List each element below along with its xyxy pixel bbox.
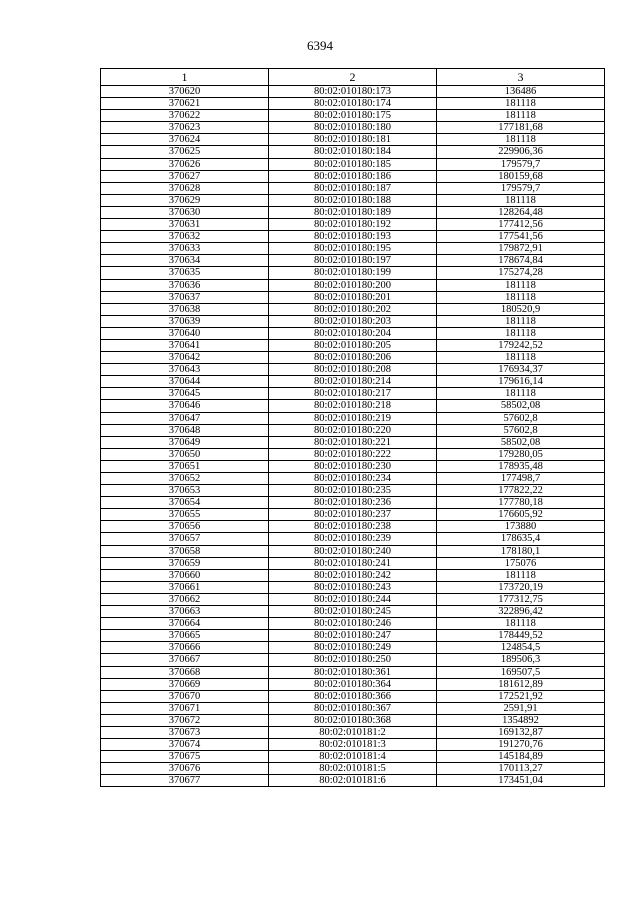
- table-cell: 370656: [101, 521, 269, 533]
- table-row: [101, 678, 605, 690]
- table-cell: 169507,5: [437, 666, 605, 678]
- table-cell: 80:02:010180:236: [269, 497, 437, 509]
- table-cell: 181118: [437, 327, 605, 339]
- table-cell: 177312,75: [437, 593, 605, 605]
- table-cell: 370638: [101, 303, 269, 315]
- column-header-1: 1: [101, 69, 269, 86]
- table-row: [101, 739, 605, 751]
- table-cell: 175274,28: [437, 267, 605, 279]
- table-row: [101, 581, 605, 593]
- table-cell: 370654: [101, 497, 269, 509]
- table-cell: 178935,48: [437, 460, 605, 472]
- table-cell: 370677: [101, 775, 269, 787]
- table-cell: 80:02:010180:175: [269, 110, 437, 122]
- table-cell: 179579,7: [437, 182, 605, 194]
- table-cell: 145184,89: [437, 751, 605, 763]
- table-cell: 191270,76: [437, 739, 605, 751]
- table-cell: 80:02:010180:366: [269, 690, 437, 702]
- table-cell: 370622: [101, 110, 269, 122]
- table-cell: 181118: [437, 194, 605, 206]
- table-row: [101, 448, 605, 460]
- table-cell: 80:02:010180:249: [269, 642, 437, 654]
- table-cell: 80:02:010180:201: [269, 291, 437, 303]
- table-row: [101, 521, 605, 533]
- table-cell: 370626: [101, 158, 269, 170]
- table-cell: 370637: [101, 291, 269, 303]
- table-cell: 80:02:010180:246: [269, 618, 437, 630]
- table-cell: 180520,9: [437, 303, 605, 315]
- table-cell: 370645: [101, 388, 269, 400]
- column-header-3: 3: [437, 69, 605, 86]
- table-cell: 136486: [437, 86, 605, 98]
- table-cell: 80:02:010180:181: [269, 134, 437, 146]
- table-row: [101, 146, 605, 158]
- table-row: [101, 630, 605, 642]
- table-row: [101, 194, 605, 206]
- table-cell: 80:02:010180:189: [269, 206, 437, 218]
- table-cell: 177181,68: [437, 122, 605, 134]
- table-cell: 80:02:010180:219: [269, 412, 437, 424]
- data-table: [100, 68, 605, 787]
- table-cell: 80:02:010180:200: [269, 279, 437, 291]
- table-row: [101, 327, 605, 339]
- table-cell: 80:02:010180:244: [269, 593, 437, 605]
- table-row: [101, 436, 605, 448]
- table-row: [101, 751, 605, 763]
- table-row: [101, 714, 605, 726]
- table-cell: 370655: [101, 509, 269, 521]
- table-row: [101, 473, 605, 485]
- table-cell: 370673: [101, 726, 269, 738]
- table-cell: 370631: [101, 219, 269, 231]
- table-cell: 80:02:010181:3: [269, 739, 437, 751]
- table-cell: 128264,48: [437, 206, 605, 218]
- table-cell: 80:02:010180:214: [269, 376, 437, 388]
- table-cell: 370659: [101, 557, 269, 569]
- table-row: [101, 255, 605, 267]
- table-cell: 181118: [437, 279, 605, 291]
- table-cell: 370672: [101, 714, 269, 726]
- table-cell: 80:02:010180:240: [269, 545, 437, 557]
- table-cell: 322896,42: [437, 606, 605, 618]
- table-cell: 370624: [101, 134, 269, 146]
- table-row: [101, 279, 605, 291]
- table-body: [101, 86, 605, 787]
- table-cell: 80:02:010180:174: [269, 98, 437, 110]
- table-cell: 80:02:010181:6: [269, 775, 437, 787]
- table-cell: 370643: [101, 364, 269, 376]
- table-cell: 58502,08: [437, 400, 605, 412]
- table-cell: 80:02:010180:185: [269, 158, 437, 170]
- page-number: 6394: [307, 38, 333, 53]
- table-cell: 179616,14: [437, 376, 605, 388]
- table-cell: 80:02:010181:2: [269, 726, 437, 738]
- table-cell: 173720,19: [437, 581, 605, 593]
- table-row: [101, 497, 605, 509]
- table-cell: 80:02:010180:192: [269, 219, 437, 231]
- table-row: [101, 376, 605, 388]
- table-cell: 80:02:010180:222: [269, 448, 437, 460]
- table-cell: 370652: [101, 473, 269, 485]
- table-row: [101, 533, 605, 545]
- table-cell: 370627: [101, 170, 269, 182]
- table-cell: 80:02:010180:218: [269, 400, 437, 412]
- table-row: [101, 231, 605, 243]
- table-cell: 370623: [101, 122, 269, 134]
- table-cell: 370630: [101, 206, 269, 218]
- table-row: [101, 654, 605, 666]
- table-cell: 80:02:010180:220: [269, 424, 437, 436]
- table-cell: 80:02:010180:242: [269, 569, 437, 581]
- table-cell: 181118: [437, 134, 605, 146]
- table-row: [101, 243, 605, 255]
- table-row: [101, 593, 605, 605]
- table-row: [101, 339, 605, 351]
- table-cell: 179579,7: [437, 158, 605, 170]
- table-cell: 80:02:010180:367: [269, 702, 437, 714]
- table-cell: 80:02:010180:230: [269, 460, 437, 472]
- table-cell: 80:02:010180:186: [269, 170, 437, 182]
- table-cell: 80:02:010180:239: [269, 533, 437, 545]
- table-row: [101, 726, 605, 738]
- table-row: [101, 618, 605, 630]
- table-cell: 370660: [101, 569, 269, 581]
- table-cell: 370632: [101, 231, 269, 243]
- table-cell: 370674: [101, 739, 269, 751]
- table-cell: 80:02:010180:193: [269, 231, 437, 243]
- table-cell: 370663: [101, 606, 269, 618]
- table-cell: 173451,04: [437, 775, 605, 787]
- table-cell: 370633: [101, 243, 269, 255]
- table-cell: 170113,27: [437, 763, 605, 775]
- table-cell: 80:02:010180:202: [269, 303, 437, 315]
- table-cell: 181612,89: [437, 678, 605, 690]
- table-cell: 181118: [437, 388, 605, 400]
- table-cell: 80:02:010180:234: [269, 473, 437, 485]
- table-cell: 370629: [101, 194, 269, 206]
- table-row: [101, 303, 605, 315]
- table-cell: 80:02:010180:206: [269, 352, 437, 364]
- table-row: [101, 400, 605, 412]
- table-cell: 181118: [437, 569, 605, 581]
- table-cell: 370642: [101, 352, 269, 364]
- table-row: [101, 557, 605, 569]
- table-row: [101, 763, 605, 775]
- table-cell: 177822,22: [437, 485, 605, 497]
- table-cell: 370658: [101, 545, 269, 557]
- table-cell: 370651: [101, 460, 269, 472]
- table-cell: 80:02:010180:204: [269, 327, 437, 339]
- table-row: [101, 424, 605, 436]
- table-row: [101, 206, 605, 218]
- table-cell: 80:02:010180:173: [269, 86, 437, 98]
- table-cell: 177412,56: [437, 219, 605, 231]
- table-row: [101, 86, 605, 98]
- table-cell: 370625: [101, 146, 269, 158]
- table-cell: 370636: [101, 279, 269, 291]
- table-cell: 370650: [101, 448, 269, 460]
- table-header-row: [101, 69, 605, 86]
- table-cell: 80:02:010180:180: [269, 122, 437, 134]
- table-cell: 80:02:010180:364: [269, 678, 437, 690]
- table-cell: 80:02:010180:245: [269, 606, 437, 618]
- table-cell: 181118: [437, 618, 605, 630]
- table-cell: 175076: [437, 557, 605, 569]
- table-row: [101, 690, 605, 702]
- table-cell: 180159,68: [437, 170, 605, 182]
- table-row: [101, 315, 605, 327]
- table-cell: 178449,52: [437, 630, 605, 642]
- table-cell: 124854,5: [437, 642, 605, 654]
- table-cell: 370635: [101, 267, 269, 279]
- table-cell: 370668: [101, 666, 269, 678]
- table-row: [101, 412, 605, 424]
- table-cell: 80:02:010180:361: [269, 666, 437, 678]
- table-cell: 80:02:010180:208: [269, 364, 437, 376]
- table-cell: 181118: [437, 291, 605, 303]
- table-cell: 370657: [101, 533, 269, 545]
- table-row: [101, 182, 605, 194]
- table-cell: 181118: [437, 110, 605, 122]
- table-cell: 80:02:010180:203: [269, 315, 437, 327]
- table-cell: 80:02:010181:4: [269, 751, 437, 763]
- table-cell: 178674,84: [437, 255, 605, 267]
- table-cell: 179872,91: [437, 243, 605, 255]
- table-row: [101, 388, 605, 400]
- table-row: [101, 134, 605, 146]
- table-cell: 80:02:010180:221: [269, 436, 437, 448]
- table-cell: 370644: [101, 376, 269, 388]
- table-cell: 169132,87: [437, 726, 605, 738]
- table-cell: 80:02:010180:184: [269, 146, 437, 158]
- table-cell: 370634: [101, 255, 269, 267]
- table-row: [101, 219, 605, 231]
- table-cell: 80:02:010180:247: [269, 630, 437, 642]
- table-cell: 179280,05: [437, 448, 605, 460]
- table-cell: 370641: [101, 339, 269, 351]
- table-row: [101, 158, 605, 170]
- table-cell: 181118: [437, 315, 605, 327]
- table-row: [101, 364, 605, 376]
- table-cell: 80:02:010180:238: [269, 521, 437, 533]
- table-cell: 370640: [101, 327, 269, 339]
- table-cell: 370662: [101, 593, 269, 605]
- table-cell: 177541,56: [437, 231, 605, 243]
- table-row: [101, 122, 605, 134]
- table-cell: 80:02:010180:205: [269, 339, 437, 351]
- table-cell: 80:02:010180:195: [269, 243, 437, 255]
- table-row: [101, 110, 605, 122]
- table-row: [101, 267, 605, 279]
- table-cell: 57602,8: [437, 412, 605, 424]
- table-cell: 178635,4: [437, 533, 605, 545]
- table-cell: 370670: [101, 690, 269, 702]
- table-cell: 172521,92: [437, 690, 605, 702]
- table-row: [101, 642, 605, 654]
- table-cell: 80:02:010180:237: [269, 509, 437, 521]
- table-cell: 370667: [101, 654, 269, 666]
- table-cell: 370671: [101, 702, 269, 714]
- table-row: [101, 775, 605, 787]
- table-row: [101, 485, 605, 497]
- table-row: [101, 509, 605, 521]
- table-cell: 176605,92: [437, 509, 605, 521]
- table-cell: 370639: [101, 315, 269, 327]
- table-cell: 370666: [101, 642, 269, 654]
- table-cell: 370620: [101, 86, 269, 98]
- table-cell: 370665: [101, 630, 269, 642]
- table-row: [101, 170, 605, 182]
- table-cell: 370676: [101, 763, 269, 775]
- table-cell: 80:02:010180:235: [269, 485, 437, 497]
- table-cell: 370649: [101, 436, 269, 448]
- table-cell: 80:02:010180:187: [269, 182, 437, 194]
- table-cell: 178180,1: [437, 545, 605, 557]
- table-cell: 1354892: [437, 714, 605, 726]
- table-cell: 370661: [101, 581, 269, 593]
- table-cell: 370675: [101, 751, 269, 763]
- table-cell: 370628: [101, 182, 269, 194]
- table-row: [101, 606, 605, 618]
- table-cell: 189506,3: [437, 654, 605, 666]
- table-cell: 80:02:010180:250: [269, 654, 437, 666]
- table-cell: 80:02:010180:199: [269, 267, 437, 279]
- table-cell: 80:02:010180:243: [269, 581, 437, 593]
- table-cell: 370646: [101, 400, 269, 412]
- table-cell: 80:02:010180:241: [269, 557, 437, 569]
- table-cell: 370664: [101, 618, 269, 630]
- table-cell: 229906,36: [437, 146, 605, 158]
- table-cell: 181118: [437, 98, 605, 110]
- column-header-2: 2: [269, 69, 437, 86]
- table-cell: 370669: [101, 678, 269, 690]
- table-cell: 80:02:010180:368: [269, 714, 437, 726]
- table-row: [101, 352, 605, 364]
- table-cell: 173880: [437, 521, 605, 533]
- table-cell: 179242,52: [437, 339, 605, 351]
- table-cell: 58502,08: [437, 436, 605, 448]
- table-cell: 80:02:010180:217: [269, 388, 437, 400]
- table-row: [101, 569, 605, 581]
- table-cell: 80:02:010181:5: [269, 763, 437, 775]
- table-row: [101, 702, 605, 714]
- table-cell: 370621: [101, 98, 269, 110]
- table-cell: 176934,37: [437, 364, 605, 376]
- table-cell: 370647: [101, 412, 269, 424]
- table-cell: 2591,91: [437, 702, 605, 714]
- table-row: [101, 545, 605, 557]
- table-row: [101, 98, 605, 110]
- table-cell: 177780,18: [437, 497, 605, 509]
- table-cell: 181118: [437, 352, 605, 364]
- table-cell: 80:02:010180:188: [269, 194, 437, 206]
- table-cell: 57602,8: [437, 424, 605, 436]
- table-cell: 80:02:010180:197: [269, 255, 437, 267]
- table-cell: 370653: [101, 485, 269, 497]
- table-row: [101, 666, 605, 678]
- table-cell: 177498,7: [437, 473, 605, 485]
- table-cell: 370648: [101, 424, 269, 436]
- table-row: [101, 291, 605, 303]
- table-row: [101, 460, 605, 472]
